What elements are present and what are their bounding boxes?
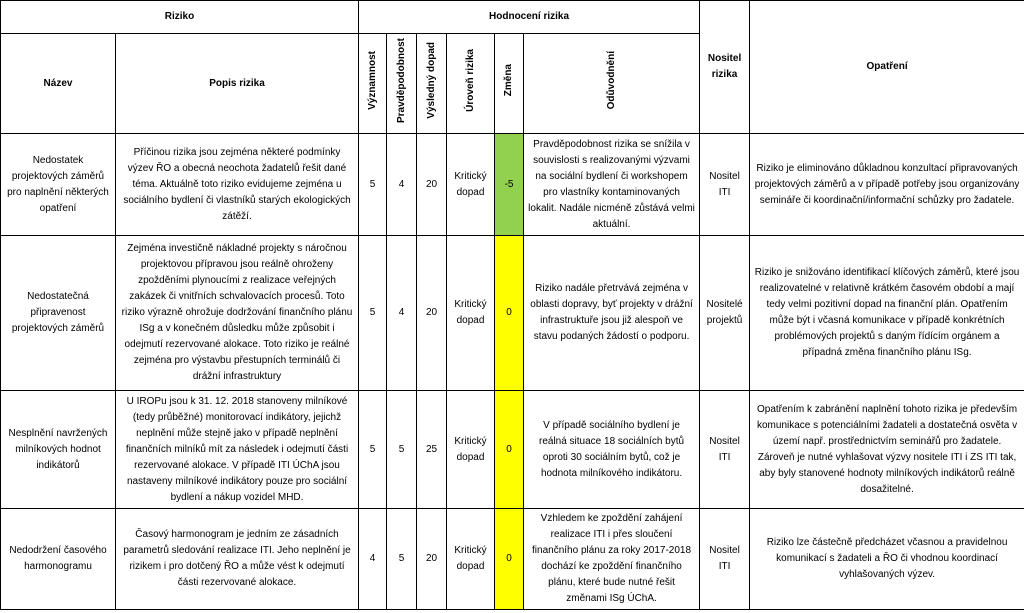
cell-zmena: 0 xyxy=(495,236,524,391)
cell-oduvodneni: Riziko nadále přetrvává zejména v oblasti dopravy, byť projekty v drážní infrastruktuře jsou již alespoň ve stavu podaných žádostí o podporu. xyxy=(524,236,700,391)
cell-oduvodneni: V případě sociálního bydlení je reálná situace 18 sociálních bytů oproti 30 sociálním bytů, což je hodnota milníkového indikátoru. xyxy=(524,391,700,509)
cell-nositel: Nositel ITI xyxy=(700,134,750,236)
header-uroven-rizika-label: Úroveň rizika xyxy=(464,49,476,112)
header-vysledny-dopad xyxy=(417,34,447,134)
cell-pravdepodobnost: 4 xyxy=(387,236,417,391)
table-row xyxy=(1,236,1024,391)
header-zmena-label: Změna xyxy=(503,64,515,97)
cell-uroven: Kritický dopad xyxy=(447,391,495,509)
header-popis-rizika: Popis rizika xyxy=(116,34,359,134)
cell-nazev: Nedodržení časového harmonogramu xyxy=(1,509,116,610)
cell-pravdepodobnost: 5 xyxy=(387,509,417,610)
table-row xyxy=(1,134,1024,236)
cell-opatreni: Riziko lze částečně předcházet včasnou a pravidelnou komunikací s žadateli a ŘO či vhodnou koordinací vyhlašovaných výzev. xyxy=(750,509,1024,610)
cell-vyznamnost: 5 xyxy=(359,391,387,509)
cell-popis: Příčinou rizika jsou zejména některé podmínky výzev ŘO a obecná neochota žadatelů řešit dané téma. Aktuálně toto riziko evidujeme zejména u sociálního bydlení či vlastníků starých ekologických zátěží. xyxy=(116,134,359,236)
header-oduvodneni xyxy=(524,34,700,134)
cell-vyznamnost: 5 xyxy=(359,134,387,236)
cell-nositel: Nositel ITI xyxy=(700,509,750,610)
cell-oduvodneni: Vzhledem ke zpoždění zahájení realizace ITI i přes sloučení finančního plánu za roky 2017-2018 dochází ke zpoždění finančního plánu, které bude nutné řešit změnami ISg ÚChA. xyxy=(524,509,700,610)
header-vyznamnost-label: Významnost xyxy=(366,51,378,110)
cell-popis: Časový harmonogram je jedním ze zásadních parametrů sledování realizace ITI. Jeho neplnění je rizikem i pro dotčený ŘO a může vést k odejmutí části rezervované alokace. xyxy=(116,509,359,610)
header-nositel-rizika: Nositel rizika xyxy=(700,1,750,134)
cell-zmena: -5 xyxy=(495,134,524,236)
header-oduvodneni-label: Odůvodnění xyxy=(605,51,617,110)
cell-vysledny-dopad: 20 xyxy=(417,236,447,391)
cell-nazev: Nedostatečná připravenost projektových záměrů xyxy=(1,236,116,391)
table-row xyxy=(1,509,1024,610)
cell-popis: U IROPu jsou k 31. 12. 2018 stanoveny milníkové (tedy průběžné) monitorovací indikátory, jejichž neplnění může stejně jako v případě neplnění finančních milníků mít za následek i odejmutí části rezervované alokace. V případě ITI ÚChA jsou nastaveny milníkové indikátory pouze pro sociální bydlení a nákup vozidel MHD. xyxy=(116,391,359,509)
header-vysledny-dopad-label: Výsledný dopad xyxy=(425,42,437,119)
cell-opatreni: Opatřením k zabránění naplnění tohoto rizika je především komunikace s potenciálními žadateli a dostatečná osvěta v území např. prostřednictvím seminářů pro žadatele. Zároveň je nutné vyhlašovat výzvy nositele ITI i ZS ITI tak, aby byly stanovené hodnoty milníkových indikátorů reálně dosažitelné. xyxy=(750,391,1024,509)
header-pravdepodobnost-label: Pravděpodobnost xyxy=(395,37,407,123)
cell-pravdepodobnost: 4 xyxy=(387,134,417,236)
cell-pravdepodobnost: 5 xyxy=(387,391,417,509)
cell-opatreni: Riziko je snižováno identifikací klíčových záměrů, které jsou realizovatelné v relativně krátkém časovém období a mají tedy velmi pozitivní dopad na finanční plán. Opatřením může být i včasná komunikace v případě konkrétních problémových projektů s daným řídícím orgánem a případná změna finančního plánu ISg. xyxy=(750,236,1024,391)
header-nazev: Název xyxy=(1,34,116,134)
cell-vysledny-dopad: 20 xyxy=(417,509,447,610)
cell-nazev: Nesplnění navržených milníkových hodnot indikátorů xyxy=(1,391,116,509)
header-vyznamnost xyxy=(359,34,387,134)
cell-oduvodneni: Pravděpodobnost rizika se snížila v souvislosti s realizovanými výzvami na sociální bydlení či workshopem pro vlastníky kontaminovaných lokalit. Nadále nicméně zůstává velmi aktuální. xyxy=(524,134,700,236)
header-riziko: Riziko xyxy=(1,1,359,34)
header-pravdepodobnost xyxy=(387,34,417,134)
cell-opatreni: Riziko je eliminováno důkladnou konzultací připravovaných projektových záměrů a v případě potřeby jsou organizovány semináře či koordinační/informační schůzky pro žadatele. xyxy=(750,134,1024,236)
table-row xyxy=(1,391,1024,509)
header-opatreni: Opatření xyxy=(750,1,1024,134)
cell-uroven: Kritický dopad xyxy=(447,509,495,610)
cell-nositel: Nositelé projektů xyxy=(700,236,750,391)
cell-uroven: Kritický dopad xyxy=(447,134,495,236)
cell-nazev: Nedostatek projektových záměrů pro naplnění některých opatření xyxy=(1,134,116,236)
header-uroven-rizika xyxy=(447,34,495,134)
cell-nositel: Nositel ITI xyxy=(700,391,750,509)
header-hodnoceni-rizika: Hodnocení rizika xyxy=(359,1,700,34)
cell-vysledny-dopad: 25 xyxy=(417,391,447,509)
cell-zmena: 0 xyxy=(495,509,524,610)
cell-vyznamnost: 5 xyxy=(359,236,387,391)
cell-zmena: 0 xyxy=(495,391,524,509)
cell-popis: Zejména investičně nákladné projekty s náročnou projektovou přípravou jsou reálně ohroženy zpožděními plynoucími z realizace veřejných zakázek či vnitřních schvalovacích procesů. Toto riziko výrazně ohrožuje dodržování finančního plánu ISg a v konečném důsledku může způsobit i odejmutí rezervované alokace. Toto riziko je reálné zejména pro výstavbu přestupních terminálů či drážní infrastruktury xyxy=(116,236,359,391)
cell-vyznamnost: 4 xyxy=(359,509,387,610)
cell-vysledny-dopad: 20 xyxy=(417,134,447,236)
header-zmena xyxy=(495,34,524,134)
cell-uroven: Kritický dopad xyxy=(447,236,495,391)
